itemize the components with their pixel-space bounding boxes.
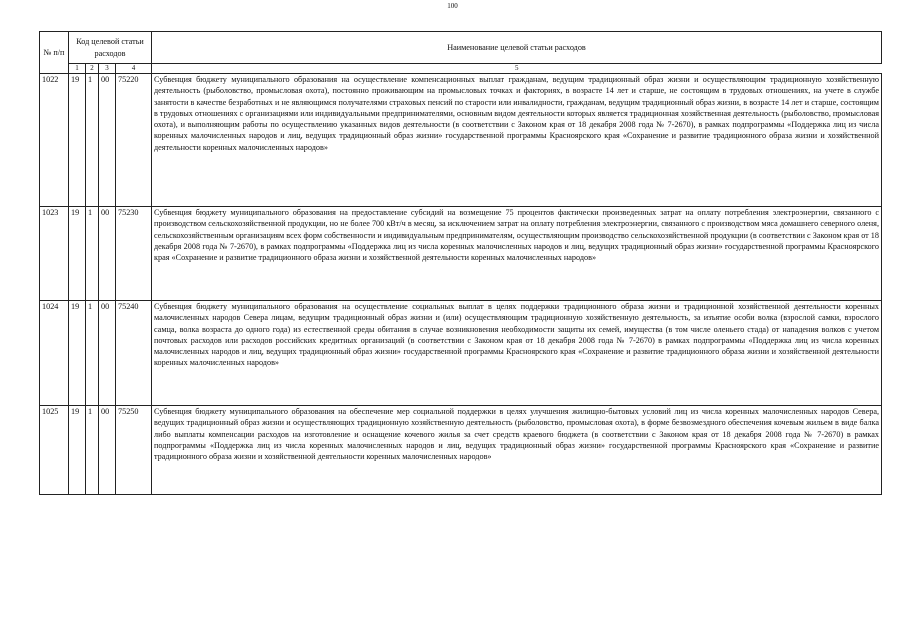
budget-table	[39, 31, 882, 495]
subheader-col-5-visible: 5	[152, 64, 882, 74]
row-number: 1023	[40, 207, 69, 301]
code-part-1: 19	[69, 406, 86, 495]
code-part-3: 00	[99, 406, 116, 495]
header-item-name: Наименование целевой статьи расходов	[152, 32, 882, 64]
header-target-code: Код целевой статьи расходов	[69, 32, 152, 64]
row-number: 1025	[40, 406, 69, 495]
subheader-col-4: 4	[116, 64, 152, 74]
item-description: Субвенция бюджету муниципального образования на обеспечение мер социальной поддержки в целях улучшения жилищно-бытовых условий лиц из числа коренных малочисленных народов Севера, ведущих традиционный образ жизни и осуществляющих традиционную хозяйственную деятельность (рыболовство, промысловая охота), в форме безвозмездного обеспечения кочевым жильем в виде балка либо выплаты компенсации расходов на изготовление и оснащение кочевого жилья за счет средств краевого бюджета (в соответствии с Законом края от 18 декабря 2008 года № 7-2670) в рамках подпрограммы «Поддержка лиц из числа коренных малочисленных народов и лиц, ведущих традиционный образ жизни» государственной программы Красноярского края «Сохранение и развитие традиционного образа жизни и хозяйственной деятельности коренных малочисленных народов»	[152, 406, 882, 495]
page-number: 100	[447, 2, 458, 10]
code-part-1: 19	[69, 207, 86, 301]
item-description: Субвенция бюджету муниципального образования на предоставление субсидий на возмещение 75 процентов фактически произведенных затрат на оплату потребления электроэнергии, связанного с производством сельскохозяйственной продукции, но не более 700 кВт/ч в месяц, за исключением затрат на оплату потребления электроэнергии, связанного с производством мяса домашнего северного оленя, сельскохозяйственным организациям всех форм собственности и индивидуальным предпринимателям, осуществляющим производство сельскохозяйственной продукции (в соответствии с Законом края от 18 декабря 2008 года № 7-2670), в рамках подпрограммы «Поддержка лиц из числа коренных малочисленных народов и лиц, ведущих традиционный образ жизни» государственной программы Красноярского края «Сохранение и развитие традиционного образа жизни и хозяйственной деятельности коренных малочисленных народов»	[152, 207, 882, 301]
code-part-4: 75220	[116, 74, 152, 207]
code-part-4: 75240	[116, 301, 152, 406]
code-part-2: 1	[86, 74, 99, 207]
item-description: Субвенция бюджету муниципального образования на осуществление компенсационных выплат гражданам, ведущим традиционный образ жизни и осуществляющим традиционную хозяйственную деятельность (рыболовство, промысловая охота), постоянно проживающим на промысловых точках и факториях, в возрасте 14 лет и старше, не состоящим в трудовых отношениях, на учете в службе занятости в качестве безработных и не являющимся получателями страховых пенсий по старости или инвалидности, гражданам, ведущим традиционный образ жизни, в возрасте 14 лет и старше, состоящим в трудовых отношениях с организациями или индивидуальными предпринимателями, основным видом деятельности которых является традиционная хозяйственная деятельность (рыболовство, промысловая охота), и выполняющим работы по осуществлению указанных видов деятельности (в соответствии с Законом края от 18 декабря 2008 года № 7-2670), в рамках подпрограммы «Поддержка лиц из числа коренных малочисленных народов и лиц, ведущих традиционный образ жизни» государственной программы Красноярского края «Сохранение и развитие традиционного образа жизни и хозяйственной деятельности коренных малочисленных народов»	[152, 74, 882, 207]
table-subheader-row	[40, 64, 882, 74]
code-part-2: 1	[86, 207, 99, 301]
code-part-1: 19	[69, 301, 86, 406]
item-description: Субвенция бюджету муниципального образования на осуществление социальных выплат в целях поддержки традиционного образа жизни и традиционной хозяйственной деятельности коренных малочисленных народов Севера лицам, ведущим традиционный образ жизни и (или) осуществляющим традиционную хозяйственную деятельность, за изъятие особи волка (взрослой самки, взрослого самца, волка возраста до одного года) из естественной среды обитания в случае возникновения необходимости защиты их семей, имущества (в том числе оленьего стада) от нападения волков с учетом почтовых расходов или расходов российских кредитных организаций (в соответствии с Законом края от 18 декабря 2008 года № 7-2670) в рамках подпрограммы «Поддержка лиц из числа коренных малочисленных народов и лиц, ведущих традиционный образ жизни» государственной программы Красноярского края «Сохранение и развитие традиционного образа жизни и хозяйственной деятельности коренных малочисленных народов»	[152, 301, 882, 406]
row-number: 1024	[40, 301, 69, 406]
code-part-2: 1	[86, 301, 99, 406]
subheader-col-3: 3	[99, 64, 116, 74]
table-row	[40, 74, 882, 207]
code-part-2: 1	[86, 406, 99, 495]
row-number: 1022	[40, 74, 69, 207]
table-row	[40, 207, 882, 301]
table-row	[40, 301, 882, 406]
code-part-1: 19	[69, 74, 86, 207]
code-part-4: 75250	[116, 406, 152, 495]
subheader-col-1: 1	[69, 64, 86, 74]
code-part-3: 00	[99, 74, 116, 207]
code-part-4: 75230	[116, 207, 152, 301]
table-header-row	[40, 32, 882, 64]
code-part-3: 00	[99, 301, 116, 406]
header-row-number: № п/п	[40, 32, 69, 74]
table-row	[40, 406, 882, 495]
subheader-col-2: 2	[86, 64, 99, 74]
code-part-3: 00	[99, 207, 116, 301]
